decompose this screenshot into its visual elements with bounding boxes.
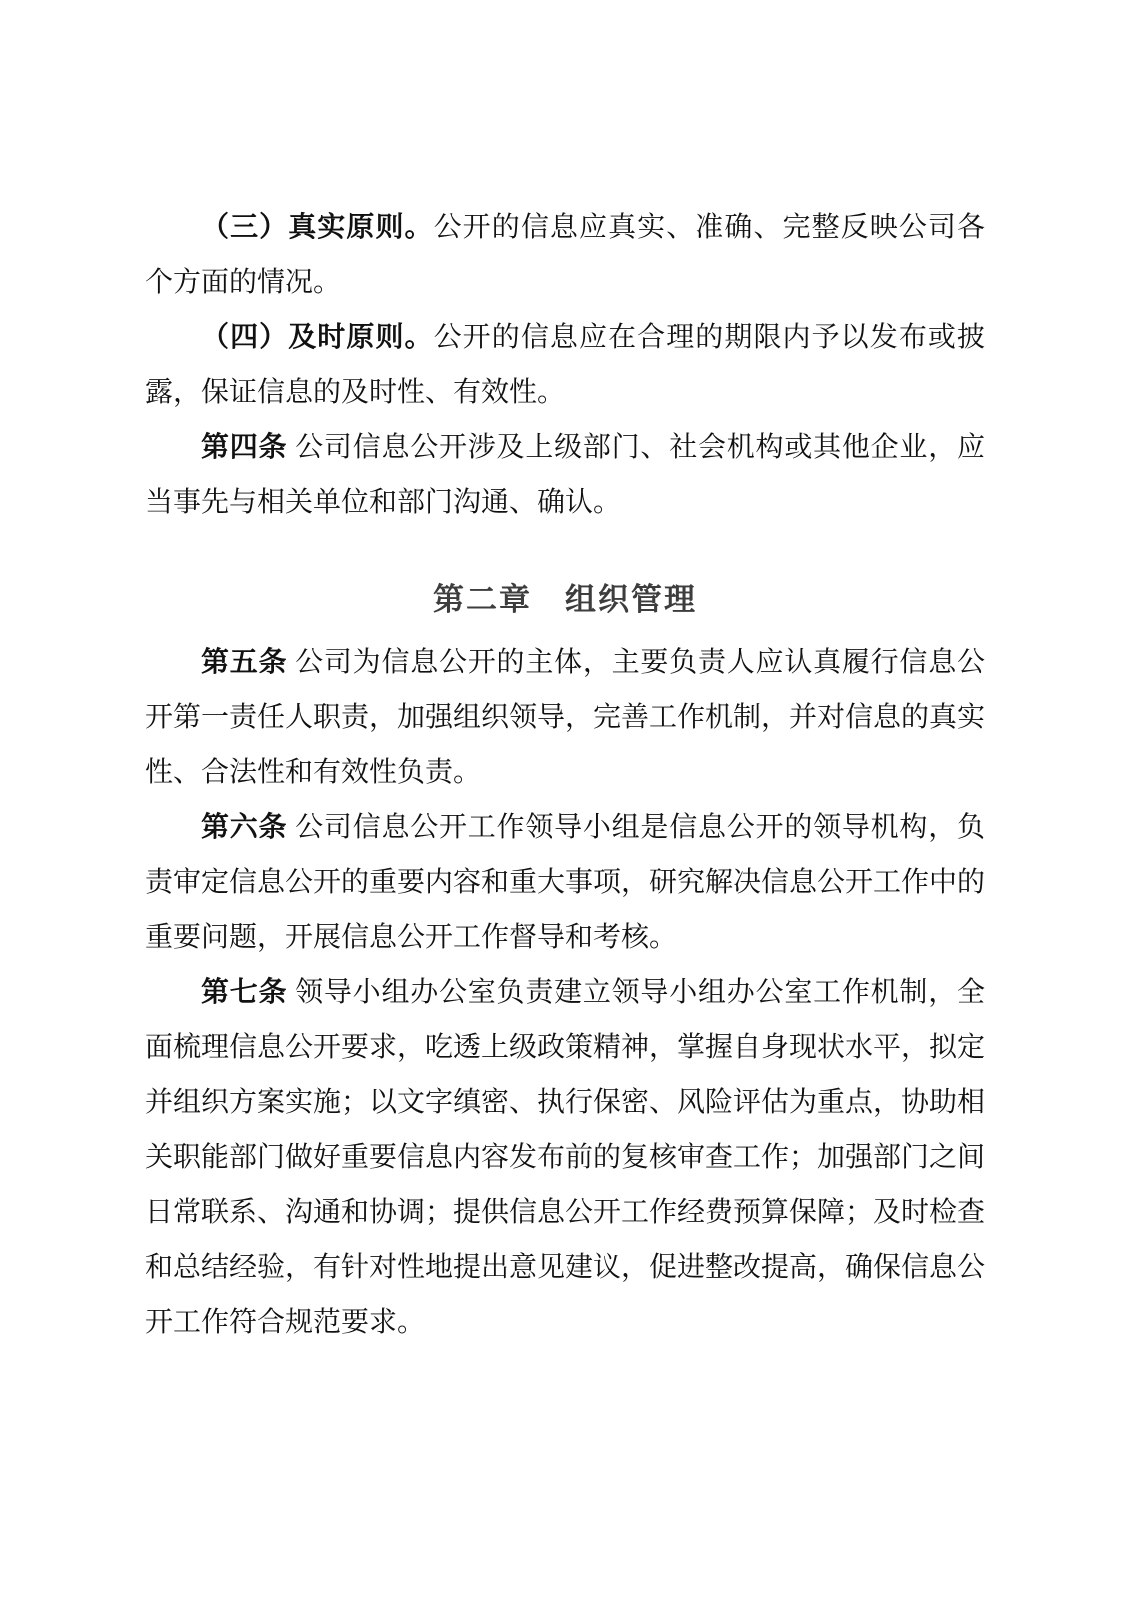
paragraph-principle-truth [145,200,985,310]
paragraph-lead: 第六条 [201,812,296,843]
paragraph-text: 领导小组办公室负责建立领导小组办公室工作机制，全面梳理信息公开要求，吃透上级政策精神，掌握自身现状水平，拟定并组织方案实施；以文字缜密、执行保密、风险评估为重点，协助相关职能部门做好重要信息内容发布前的复核审查工作；加强部门之间日常联系、沟通和协调；提供信息公开工作经费预算保障；及时检查和总结经验，有针对性地提出意见建议，促进整改提高，确保信息公开工作符合规范要求。 [145,977,986,1338]
paragraph-text: 公司信息公开工作领导小组是信息公开的领导机构，负责审定信息公开的重要内容和重大事项，研究解决信息公开工作中的重要问题，开展信息公开工作督导和考核。 [145,812,986,953]
paragraph-article-5 [145,635,985,800]
paragraph-article-7 [145,965,985,1350]
chapter-heading: 第二章 组织管理 [433,582,697,617]
paragraph-article-6 [145,800,985,965]
paragraph-lead: 第五条 [201,647,296,678]
paragraph-lead: 第七条 [201,977,296,1008]
paragraph-text: 公司为信息公开的主体，主要负责人应认真履行信息公开第一责任人职责，加强组织领导，完善工作机制，并对信息的真实性、合法性和有效性负责。 [145,647,986,788]
paragraph-lead: 第四条 [201,432,296,463]
paragraph-principle-timeliness [145,310,985,420]
paragraph-article-4 [145,420,985,530]
paragraph-text: 公开的信息应在合理的期限内予以发布或披露，保证信息的及时性、有效性。 [145,322,985,408]
paragraph-lead: （四）及时原则。 [201,322,434,353]
paragraph-lead: （三）真实原则。 [201,212,434,243]
paragraph-text: 公开的信息应真实、准确、完整反映公司各个方面的情况。 [145,212,985,298]
paragraph-text: 公司信息公开涉及上级部门、社会机构或其他企业，应当事先与相关单位和部门沟通、确认。 [145,432,985,518]
